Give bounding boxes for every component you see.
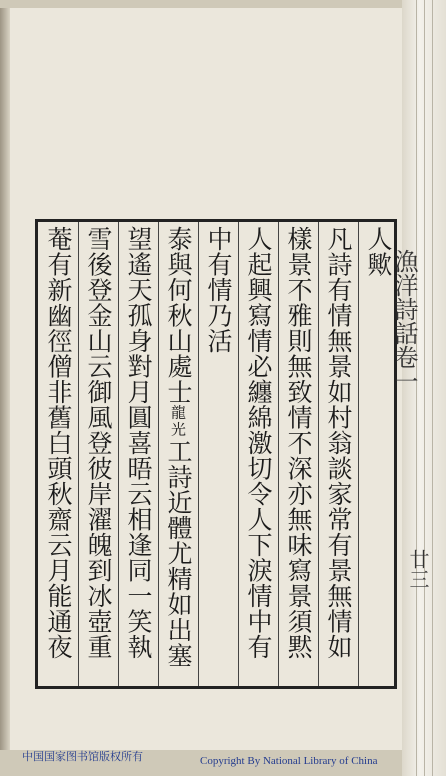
text-frame [35, 219, 397, 689]
text-column-2: 凡詩有情無景如村翁談家常有景無情如 [324, 226, 353, 660]
copyright-en: Copyright By National Library of China [200, 755, 378, 767]
column-6-note: 龍光 [169, 404, 187, 439]
text-column-4: 人起興寫情必纏綿激切令人下淚情中有 [244, 226, 273, 660]
fold-margin [390, 219, 430, 689]
page-number: 廿三 [406, 549, 430, 589]
text-column-8: 雪後登金山云御風登彼岸濯魄到冰壺重 [84, 226, 113, 660]
fold-margin-title [390, 249, 422, 393]
fold-volume-text: 一 [390, 369, 418, 393]
copyright-cn: 中国国家图书馆版权所有 [22, 750, 143, 763]
fold-title-text: 漁洋詩話卷 [390, 249, 418, 369]
text-column-9: 菴有新幽徑僧非舊白頭秋齋云月能通夜 [44, 226, 73, 660]
column-6-main: 泰與何秋山處士 [164, 226, 193, 405]
text-column-3: 樣景不雅則無致情不深亦無味寫景須黙 [284, 226, 313, 660]
text-column-6 [158, 226, 198, 682]
spine-shadow [0, 8, 10, 750]
text-column-1: 人歟 [364, 226, 393, 277]
text-column-5: 中有情乃活 [204, 226, 233, 354]
column-6-cont: 工詩近體尤精如出塞 [164, 438, 193, 668]
text-column-7: 望遙天孤身對月圓喜晤云相逢同一笑執 [124, 226, 153, 660]
